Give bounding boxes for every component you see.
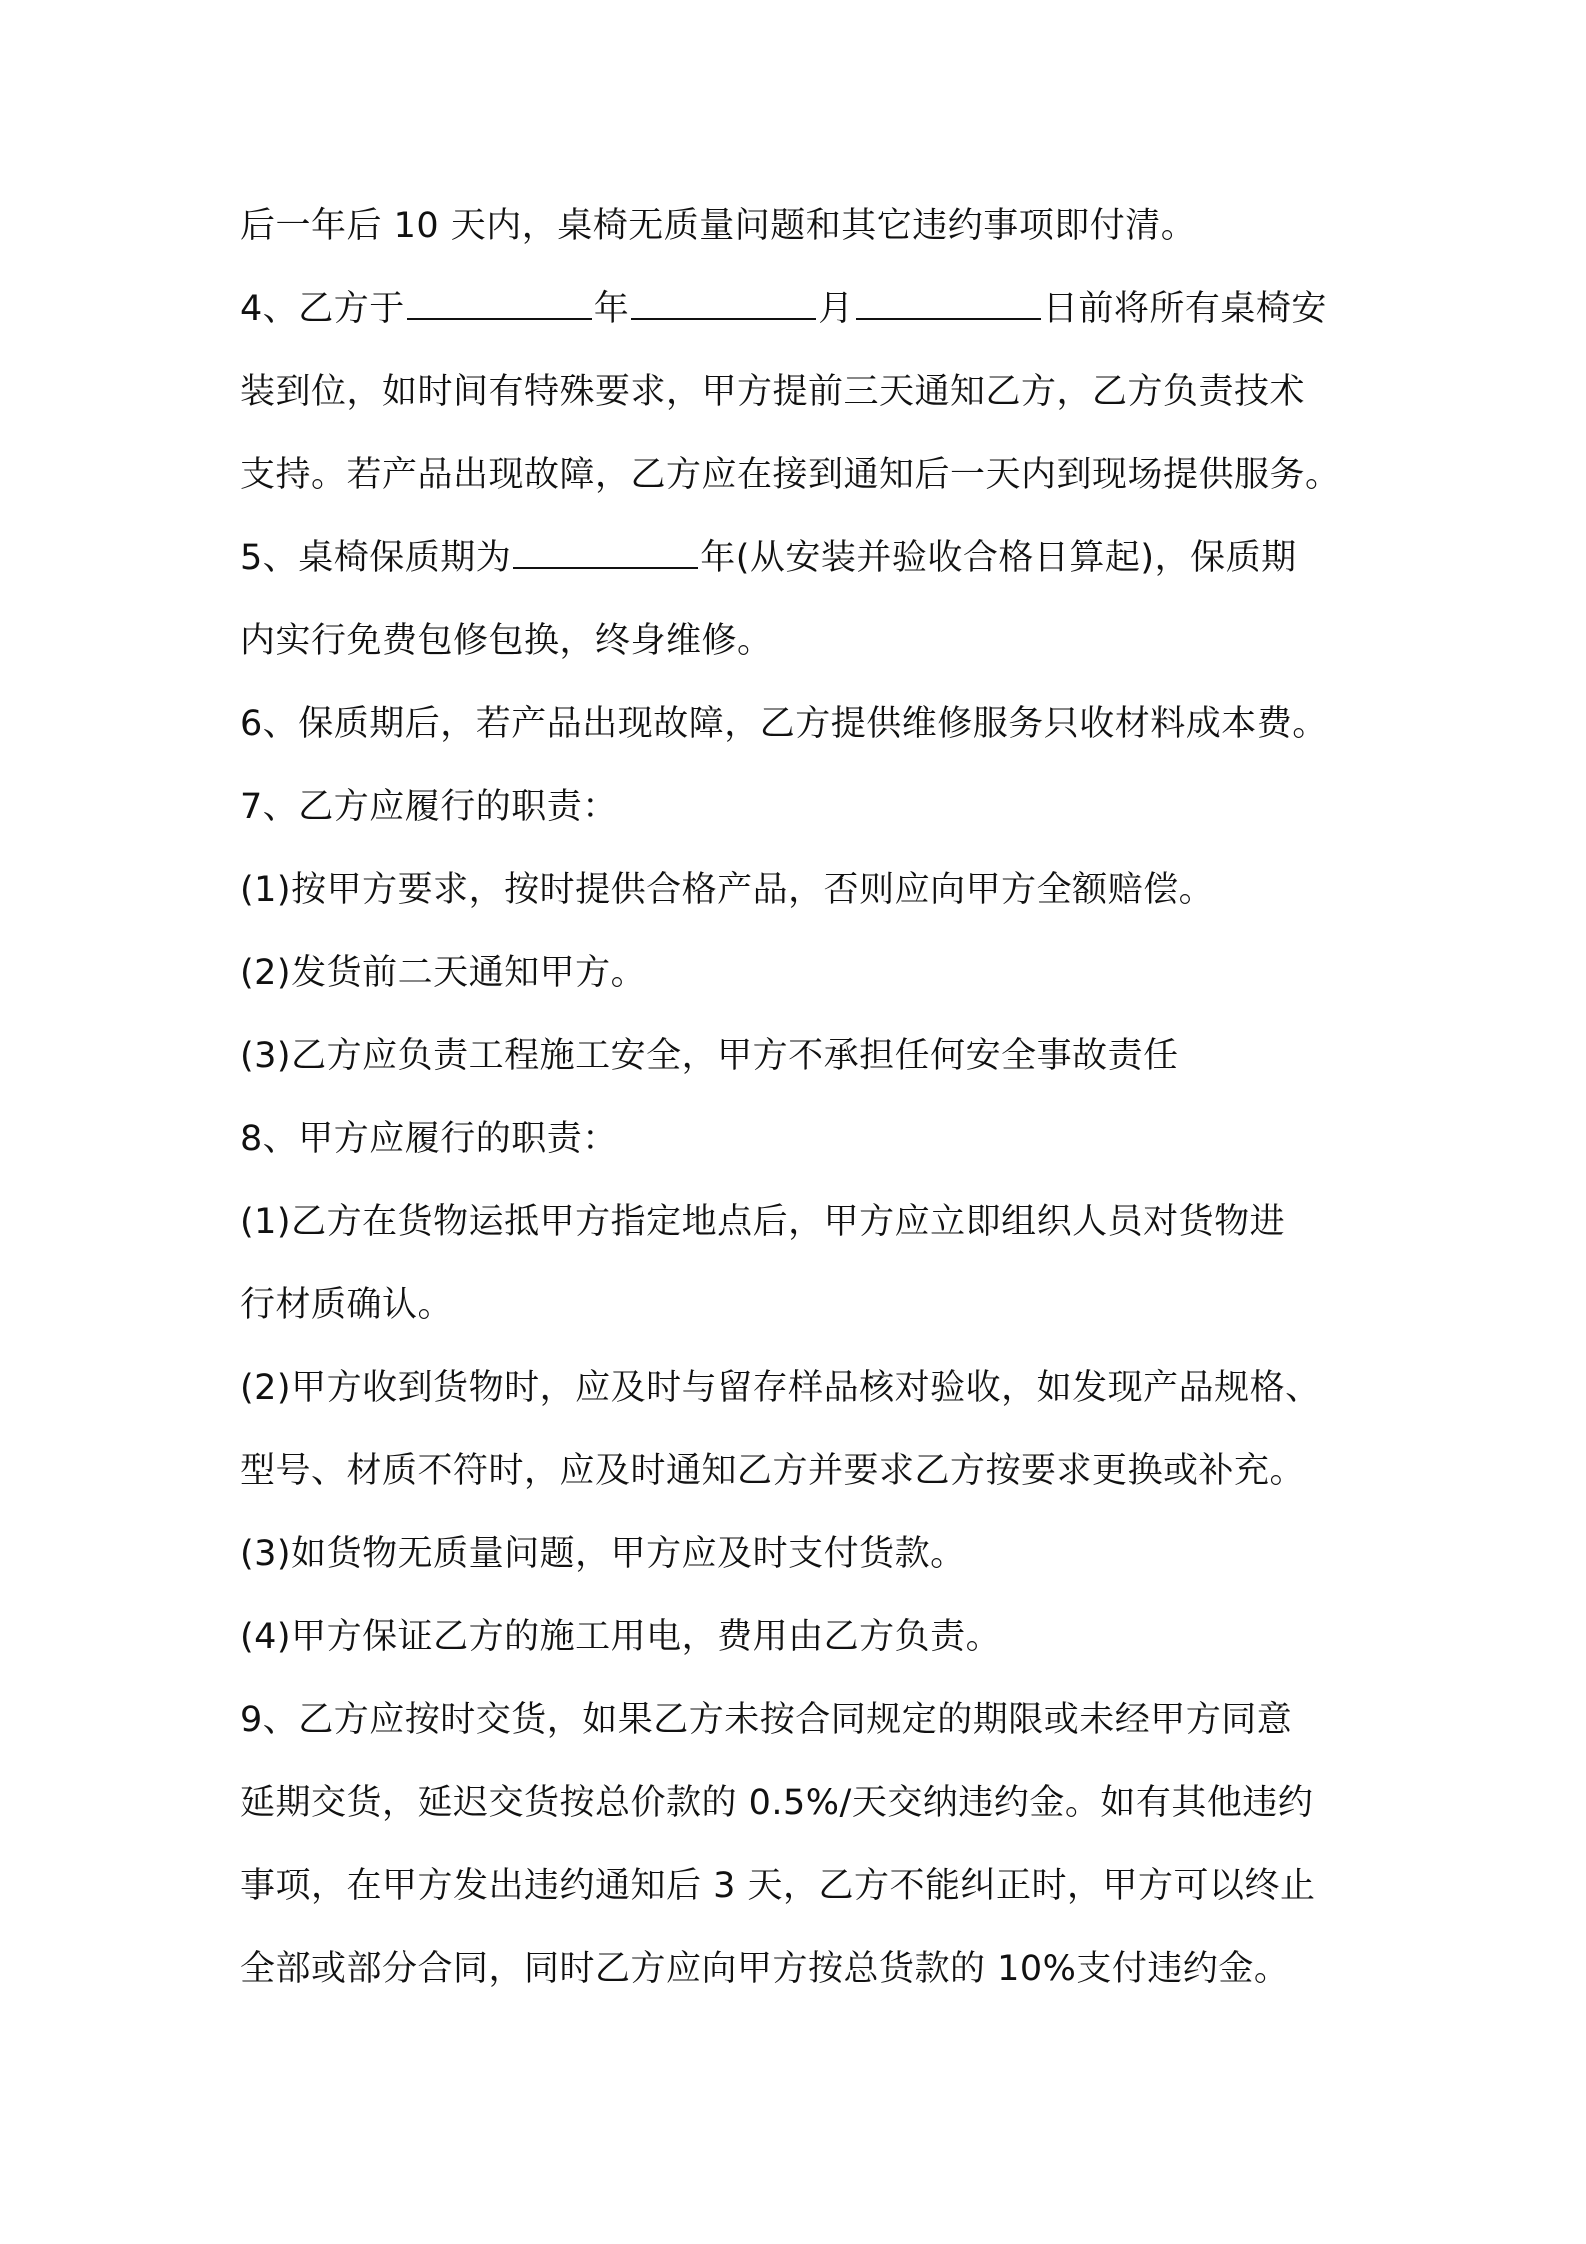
line-text: 7、乙方应履行的职责： [240,787,618,827]
blank-field [513,545,698,569]
line-text: 内实行免费包修包换，终身维修。 [240,621,773,661]
blank-field [407,296,592,320]
line-text: 全部或部分合同，同时乙方应向甲方按总货款的 10%支付违约金。 [240,1949,1290,1989]
line-text: 5、桌椅保质期为 [240,538,512,578]
line-text: 年 [593,289,630,329]
line-text: 型号、材质不符时，应及时通知乙方并要求乙方按要求更换或补充。 [240,1451,1306,1491]
text-line [240,766,1380,849]
line-text: 装到位，如时间有特殊要求，甲方提前三天通知乙方，乙方负责技术 [240,372,1306,412]
text-line [240,683,1380,766]
text-line [240,1015,1380,1098]
text-line [240,351,1380,434]
text-line [240,1264,1380,1347]
line-text: 日前将所有桌椅安 [1042,289,1327,329]
text-line [240,1596,1380,1679]
text-line [240,849,1380,932]
line-text: 6、保质期后，若产品出现故障，乙方提供维修服务只收材料成本费。 [240,704,1328,744]
line-text: (1)按甲方要求，按时提供合格产品，否则应向甲方全额赔偿。 [240,870,1215,910]
text-line [240,1347,1380,1430]
line-text: (2)甲方收到货物时，应及时与留存样品核对验收，如发现产品规格、 [240,1368,1321,1408]
line-text: 行材质确认。 [240,1285,454,1325]
line-text: 年(从安装并验收合格日算起)，保质期 [700,538,1297,578]
text-line [240,1679,1380,1762]
clause-5-line-1 [240,517,1380,600]
text-line [240,1762,1380,1845]
text-line [240,434,1380,517]
blank-field [631,296,816,320]
line-text: (1)乙方在货物运抵甲方指定地点后，甲方应立即组织人员对货物进 [240,1202,1286,1242]
text-line [240,1513,1380,1596]
line-text: 事项，在甲方发出违约通知后 3 天，乙方不能纠正时，甲方可以终止 [240,1866,1316,1906]
clause-4-line-1 [240,268,1380,351]
line-text: 延期交货，延迟交货按总价款的 0.5%/天交纳违约金。如有其他违约 [240,1783,1314,1823]
text-line [240,185,1380,268]
text-line [240,1098,1380,1181]
line-text: (4)甲方保证乙方的施工用电，费用由乙方负责。 [240,1617,1002,1657]
text-line [240,1430,1380,1513]
text-line [240,600,1380,683]
line-text: 8、甲方应履行的职责： [240,1119,618,1159]
text-line [240,1181,1380,1264]
line-text: 后一年后 10 天内，桌椅无质量问题和其它违约事项即付清。 [240,206,1197,246]
line-text: (2)发货前二天通知甲方。 [240,953,647,993]
line-text: (3)如货物无质量问题，甲方应及时支付货款。 [240,1534,966,1574]
contract-text [240,185,1380,2011]
line-text: 支持。若产品出现故障，乙方应在接到通知后一天内到现场提供服务。 [240,455,1341,495]
text-line [240,1845,1380,1928]
text-line [240,1928,1380,2011]
line-text: 4、乙方于 [240,289,405,329]
line-text: 月 [818,289,854,329]
text-line [240,932,1380,1015]
line-text: (3)乙方应负责工程施工安全，甲方不承担任何安全事故责任 [240,1036,1179,1076]
line-text: 9、乙方应按时交货，如果乙方未按合同规定的期限或未经甲方同意 [240,1700,1293,1740]
blank-field [856,296,1041,320]
